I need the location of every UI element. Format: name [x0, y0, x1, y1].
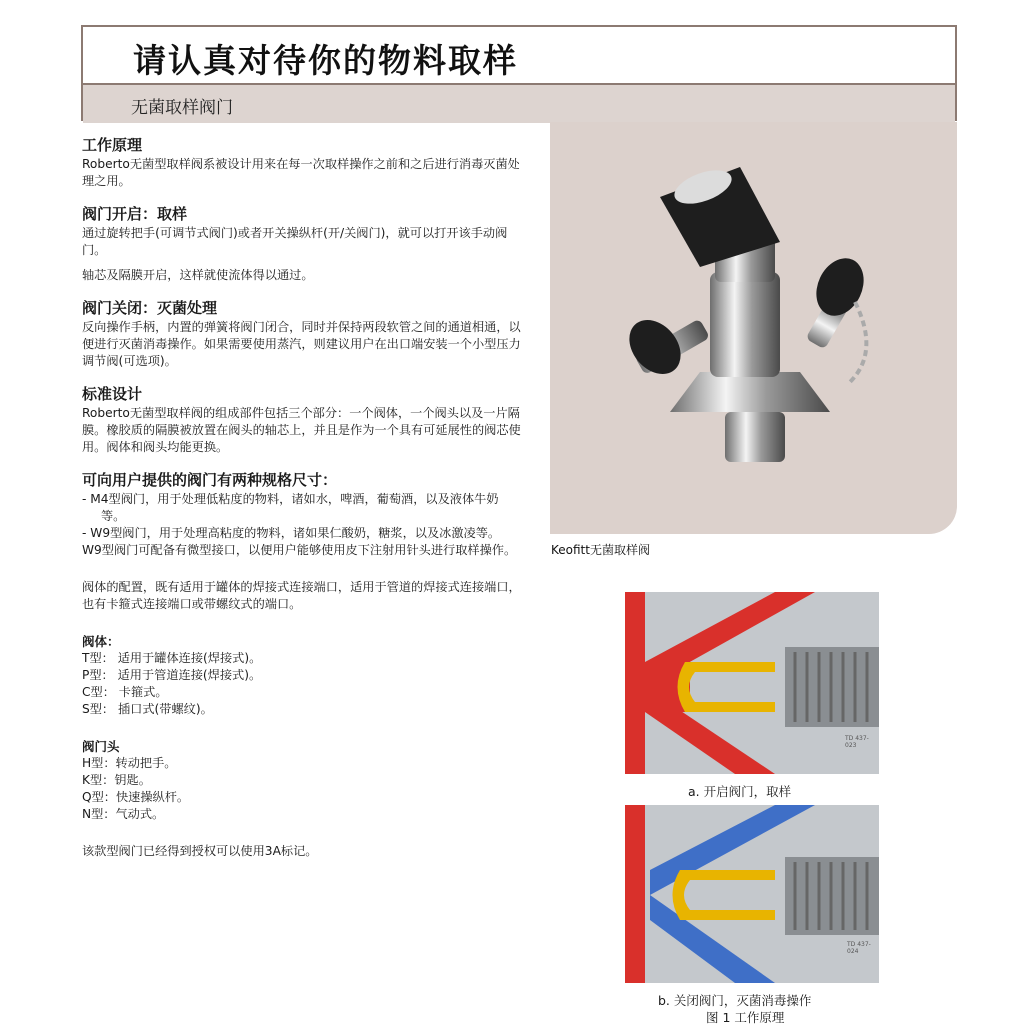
product-photo-panel	[550, 122, 957, 534]
section-heading: 工作原理	[82, 136, 143, 154]
paragraph: Roberto无菌型取样阀系被设计用来在每一次取样操作之前和之后进行消毒灭菌处理之用。	[82, 157, 520, 188]
diagram-code: TD 437-023	[845, 735, 869, 749]
photo-caption: Keofitt无菌取样阀	[551, 543, 650, 557]
page-title: 请认真对待你的物料取样	[133, 41, 518, 80]
section-heading: 标准设计	[82, 385, 143, 403]
paragraph: Roberto无菌型取样阀的组成部件包括三个部分：一个阀体，一个阀头以及一片隔膜。橡胶质的隔膜被放置在阀头的轴芯上，并且是作为一个具有可延展性的阀芯使用。阀体和阀头均能更换。	[82, 406, 521, 454]
list-item: T型： 适用于罐体连接(焊接式)。	[82, 651, 262, 665]
list-item: - W9型阀门，用于处理高粘度的物料，诸如果仁酸奶，糖浆，以及冰激凌等。	[82, 526, 501, 540]
paragraph: 该款型阀门已经得到授权可以使用3A标记。	[82, 844, 318, 858]
diagram-open	[625, 592, 879, 774]
list-heading: 阀体：	[82, 634, 120, 649]
subtitle-bar	[83, 83, 955, 123]
diagram-code: TD 437-024	[847, 941, 871, 955]
valve-illustration	[550, 122, 957, 534]
list-heading: 阀门头	[82, 739, 120, 754]
list-item: K型：钥匙。	[82, 773, 151, 787]
list-item: - M4型阀门，用于处理低粘度的物料，诸如水，啤酒，葡萄酒，以及液体牛奶等。	[82, 492, 499, 523]
paragraph: 阀体的配置，既有适用于罐体的焊接式连接端口，适用于管道的焊接式连接端口，也有卡箍式连接端口或带螺纹式的端口。	[82, 580, 521, 611]
paragraph: 轴芯及隔膜开启，这样就使流体得以通过。	[82, 268, 314, 282]
diagram-caption: b. 关闭阀门，灭菌消毒操作	[658, 993, 812, 1008]
list-item: S型： 插口式(带螺纹)。	[82, 702, 213, 716]
list-item: N型：气动式。	[82, 807, 165, 821]
diagram-caption: a. 开启阀门，取样	[688, 784, 792, 799]
section-heading: 阀门开启：取样	[82, 205, 188, 223]
list-item: H型：转动把手。	[82, 756, 177, 770]
list-item: P型： 适用于管道连接(焊接式)。	[82, 668, 262, 682]
section-heading: 阀门关闭：灭菌处理	[82, 299, 218, 317]
page-subtitle: 无菌取样阀门	[131, 98, 233, 118]
section-heading: 可向用户提供的阀门有两种规格尺寸：	[82, 471, 338, 489]
list-item: Q型：快速操纵杆。	[82, 790, 190, 804]
figure-title: 图 1 工作原理	[706, 1010, 785, 1025]
diagram-closed	[625, 805, 879, 983]
paragraph: 反向操作手柄，内置的弹簧将阀门闭合，同时并保持两段软管之间的通道相通，以便进行灭菌消毒操作。如果需要使用蒸汽，则建议用户在出口端安装一个小型压力调节阀(可选项)。	[82, 320, 521, 368]
list-item: C型： 卡箍式。	[82, 685, 168, 699]
paragraph: W9型阀门可配备有微型接口，以便用户能够使用皮下注射用针头进行取样操作。	[82, 543, 517, 557]
header-box	[81, 25, 957, 121]
paragraph: 通过旋转把手(可调节式阀门)或者开关操纵杆(开/关阀门)，就可以打开该手动阀门。	[82, 226, 508, 257]
text-column	[82, 135, 522, 860]
